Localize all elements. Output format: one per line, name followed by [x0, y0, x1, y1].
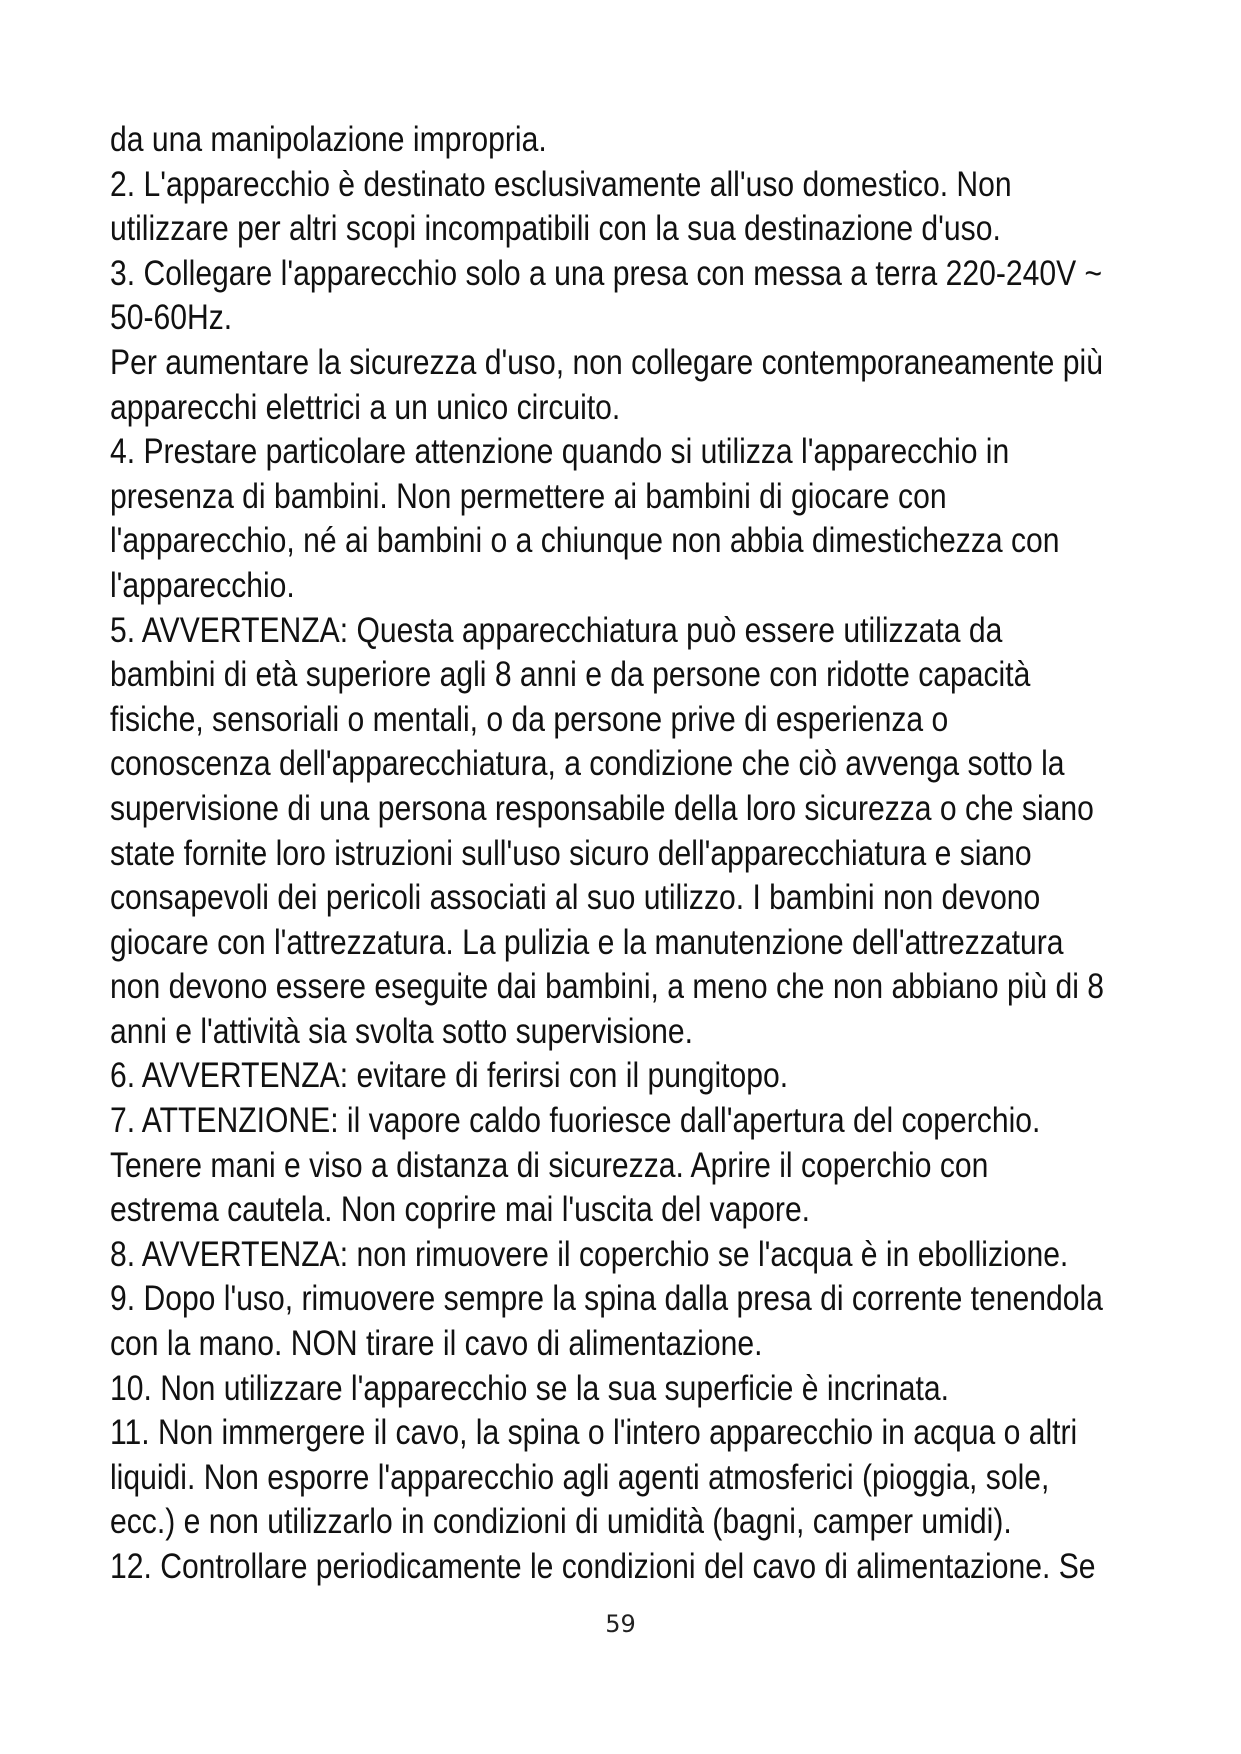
text-line: l'apparecchio.	[110, 565, 295, 605]
text-line: apparecchi elettrici a un unico circuito.	[110, 387, 621, 427]
text-line: da una manipolazione impropria.	[110, 120, 547, 159]
text-line: non devono essere eseguite dai bambini, a meno che non abbiano più di 8	[110, 967, 1105, 1007]
text-line: 6. AVVERTENZA: evitare di ferirsi con il pungitopo.	[110, 1056, 789, 1096]
text-line: bambini di età superiore agli 8 anni e da persone con ridotte capacità	[110, 655, 1031, 695]
text-line: conoscenza dell'apparecchiatura, a condizione che ciò avvenga sotto la	[110, 744, 1065, 784]
text-line: 4. Prestare particolare attenzione quando si utilizza l'apparecchio in	[110, 432, 1010, 472]
text-line: l'apparecchio, né ai bambini o a chiunque non abbia dimestichezza con	[110, 521, 1060, 561]
text-line: 8. AVVERTENZA: non rimuovere il coperchio se l'acqua è in ebollizione.	[110, 1234, 1069, 1274]
text-line: 5. AVVERTENZA: Questa apparecchiatura può essere utilizzata da	[110, 610, 1003, 650]
text-line: ecc.) e non utilizzarlo in condizioni di umidità (bagni, camper umidi).	[110, 1502, 1012, 1542]
body-text	[110, 118, 1180, 1590]
text-line: presenza di bambini. Non permettere ai bambini di giocare con	[110, 476, 947, 516]
text-line: liquidi. Non esporre l'apparecchio agli agenti atmosferici (pioggia, sole,	[110, 1457, 1050, 1497]
text-line: giocare con l'attrezzatura. La pulizia e la manutenzione dell'attrezzatura	[110, 922, 1064, 962]
text-line: Tenere mani e viso a distanza di sicurezza. Aprire il coperchio con	[110, 1145, 989, 1185]
text-line: con la mano. NON tirare il cavo di alimentazione.	[110, 1324, 763, 1364]
text-line: supervisione di una persona responsabile della loro sicurezza o che siano	[110, 788, 1094, 828]
page-number: 59	[605, 1610, 636, 1638]
text-line: 12. Controllare periodicamente le condizioni del cavo di alimentazione. Se	[110, 1547, 1096, 1586]
text-line: utilizzare per altri scopi incompatibili con la sua destinazione d'uso.	[110, 209, 1001, 249]
text-line: estrema cautela. Non coprire mai l'uscita del vapore.	[110, 1190, 811, 1230]
text-line: 10. Non utilizzare l'apparecchio se la sua superficie è incrinata.	[110, 1368, 949, 1408]
text-line: 9. Dopo l'uso, rimuovere sempre la spina dalla presa di corrente tenendola	[110, 1279, 1103, 1319]
text-line: fisiche, sensoriali o mentali, o da persone prive di esperienza o	[110, 699, 949, 739]
text-line: 3. Collegare l'apparecchio solo a una presa con messa a terra 220-240V ~	[110, 253, 1103, 293]
text-line: 50-60Hz.	[110, 298, 233, 338]
text-line: Per aumentare la sicurezza d'uso, non collegare contemporaneamente più	[110, 342, 1103, 382]
text-line: 11. Non immergere il cavo, la spina o l'intero apparecchio in acqua o altri	[110, 1413, 1078, 1453]
text-line: anni e l'attività sia svolta sotto supervisione.	[110, 1011, 693, 1051]
text-line: 7. ATTENZIONE: il vapore caldo fuoriesce dall'apertura del coperchio.	[110, 1101, 1041, 1141]
text-line: consapevoli dei pericoli associati al suo utilizzo. I bambini non devono	[110, 878, 1041, 918]
text-line: 2. L'apparecchio è destinato esclusivamente all'uso domestico. Non	[110, 164, 1012, 204]
text-line: state fornite loro istruzioni sull'uso sicuro dell'apparecchiatura e siano	[110, 833, 1032, 873]
